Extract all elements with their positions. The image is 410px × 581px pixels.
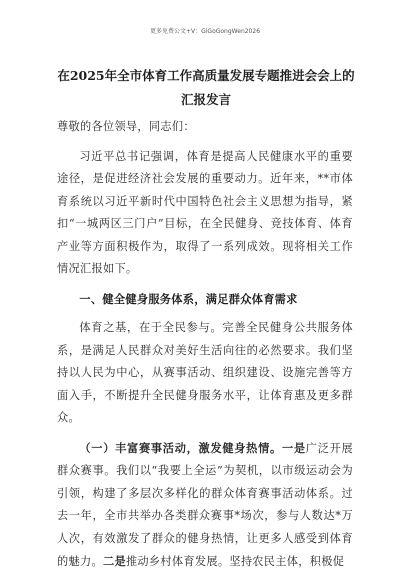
- document-title: 在2025年全市体育工作高质量发展专题推进会会上的汇报发言: [57, 68, 355, 107]
- point-lead-1: 一是: [281, 440, 306, 455]
- point-lead-2: 二是: [102, 554, 126, 568]
- section-heading-1: 一、健全健身服务体系，满足群众体育需求: [79, 291, 298, 306]
- document-body: [57, 116, 353, 581]
- watermark-text: 更多免费公文+V：GiGoGongWen2026: [149, 28, 261, 35]
- intro-paragraph: 习近平总书记强调，体育是提高人民健康水平的重要途径，是促进经济社会发展的重要动力。近年来，**市体育系统以习近平新时代中国特色社会主义思想为指导，紧扣“一城两区三门户”目标，在全民健身、竞技体育、体育产业等方面积极作为，取得了一系列成效。现将相关工作情况汇报如下。: [57, 149, 353, 275]
- subsection-1-paragraph: [57, 437, 353, 574]
- section-1-paragraph: 体育之基，在于全民参与。完善全民健身公共服务体系，是满足人民群众对美好生活向往的必然要求。我们坚持以人民为中心，从赛事活动、组织建设、设施完善等方面入手，不断提升全民健身服务水平，让体育惠及更多群众。: [57, 321, 353, 424]
- point-text-2: 推动乡村体育发展。坚持农民主体，积极促: [125, 555, 345, 568]
- subsection-heading-1: （一）丰富赛事活动，激发健身热情。: [79, 440, 282, 455]
- point-text-1: 广泛开展群众赛事。我们以“我要上全运”为契机，以市级运动会为引领，构建了多层次多样化的群众体育赛事活动体系。过去一年，全市共举办各类群众赛事*场次，参与人数达*万人次，有效激发了群众的健身热情，让更多人感受到体育的魅力。: [57, 441, 353, 568]
- salutation: 尊敬的各位领导，同志们：: [57, 120, 195, 133]
